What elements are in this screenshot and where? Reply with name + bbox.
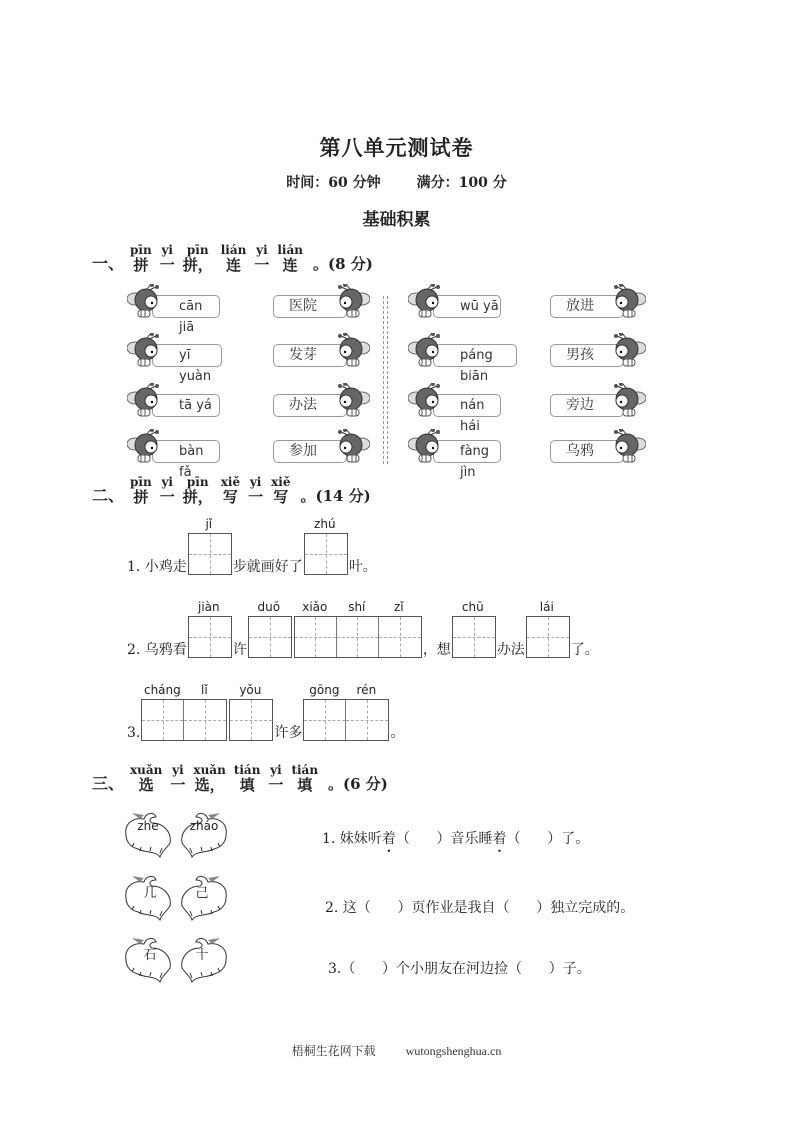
section-group-title: 基础积累 xyxy=(362,210,431,230)
exam-meta xyxy=(0,172,793,192)
ruby-word: lián 连 xyxy=(277,243,303,274)
bee-icon xyxy=(608,333,646,367)
hanzi-card[interactable]: 医院 xyxy=(273,295,347,318)
writing-grid[interactable]: zhú xyxy=(304,517,348,575)
ruby-word: xuǎn 选， xyxy=(193,763,226,794)
pinyin-card[interactable]: cān jiā xyxy=(152,295,220,318)
ruby-word: xiě 写 xyxy=(271,475,291,506)
hanzi-card[interactable]: 乌鸦 xyxy=(550,440,624,463)
section-2-heading xyxy=(92,476,371,506)
bee-icon xyxy=(408,284,446,318)
pinyin-card[interactable]: tā yá xyxy=(152,394,220,417)
pinyin-card[interactable]: nán hái xyxy=(433,394,501,417)
bee-icon xyxy=(332,284,370,318)
leaf-pair: zhe zháo xyxy=(122,805,230,855)
writing-grid[interactable]: jǐ xyxy=(188,517,232,575)
bee-icon xyxy=(332,333,370,367)
page-title: 第八单元测试卷 xyxy=(319,135,474,160)
pinyin-card[interactable]: yī yuàn xyxy=(152,344,222,367)
ruby-word: xuǎn 选 xyxy=(130,763,163,794)
bee-icon xyxy=(608,429,646,463)
ruby-word: pīn 拼 xyxy=(130,475,152,506)
ruby-word: pīn 拼， xyxy=(182,475,213,506)
writing-grid[interactable]: lái xyxy=(526,600,570,658)
section-points: 。(14 分) xyxy=(300,487,371,505)
section-1-heading xyxy=(92,244,373,274)
ruby-word: yi 一 xyxy=(248,475,264,506)
ruby-word: yi 一 xyxy=(254,243,270,274)
section-3-heading xyxy=(92,764,388,794)
section-number: 二、 xyxy=(92,486,125,505)
bee-icon xyxy=(127,429,165,463)
hanzi-card[interactable]: 放进 xyxy=(550,295,624,318)
ruby-word: yi 一 xyxy=(159,243,175,274)
writing-grid[interactable]: cháng lǐ xyxy=(141,683,227,741)
ruby-word: tián 填 xyxy=(233,763,261,794)
time-limit: 时间：60 分钟 xyxy=(286,175,381,191)
writing-grid[interactable]: gōng rén xyxy=(303,683,389,741)
question-3-1: 1. 妹妹听着（ ）音乐睡着（ ）了。 xyxy=(322,831,590,847)
pinyin-card[interactable]: bàn fǎ xyxy=(152,440,220,463)
question-3-2: 2. 这（ ）页作业是我自（ ）独立完成的。 xyxy=(325,900,635,916)
bee-icon xyxy=(127,333,165,367)
footer-site-url[interactable]: wutongshenghua.cn xyxy=(405,1044,502,1058)
ruby-word: xiě 写 xyxy=(220,475,241,506)
pinyin-card[interactable]: wū yā xyxy=(433,295,501,318)
pinyin-card[interactable]: páng biān xyxy=(433,344,517,367)
question-3-3: 3.（ ）个小朋友在河边捡（ ）子。 xyxy=(328,961,591,977)
hanzi-card[interactable]: 男孩 xyxy=(550,344,624,367)
section-points: 。(6 分) xyxy=(328,775,388,793)
ruby-word: tián 填 xyxy=(291,763,319,794)
ruby-word: pīn 拼 xyxy=(130,243,152,274)
writing-grid[interactable]: jiàn xyxy=(188,600,232,658)
bee-icon xyxy=(127,284,165,318)
ruby-word: lián 连 xyxy=(220,243,247,274)
bee-icon xyxy=(127,383,165,417)
bee-icon xyxy=(408,429,446,463)
writing-grid[interactable]: duō xyxy=(248,600,292,658)
leaf-pair: 石 十 xyxy=(122,930,230,980)
bee-icon xyxy=(408,333,446,367)
bee-icon xyxy=(608,383,646,417)
bee-icon xyxy=(608,284,646,318)
bee-icon xyxy=(332,383,370,417)
section-number: 三、 xyxy=(92,774,125,793)
section-number: 一、 xyxy=(92,254,125,273)
ruby-word: yi 一 xyxy=(170,763,186,794)
footer xyxy=(0,1042,793,1059)
footer-site-name: 梧桐生花网下载 xyxy=(291,1044,376,1058)
question-2-1: 1. 小鸡走 jǐ 步就画好了 zhú 叶。 xyxy=(127,517,377,575)
hanzi-card[interactable]: 旁边 xyxy=(550,394,624,417)
ruby-word: yi 一 xyxy=(268,763,284,794)
writing-grid[interactable]: xiǎo shí zǐ xyxy=(294,600,422,658)
column-divider xyxy=(383,296,388,464)
ruby-word: yi 一 xyxy=(159,475,175,506)
pinyin-card[interactable]: fàng jìn xyxy=(433,440,501,463)
bee-icon xyxy=(332,429,370,463)
hanzi-card[interactable]: 参加 xyxy=(273,440,347,463)
section-points: 。(8 分) xyxy=(313,255,373,273)
total-score: 满分：100 分 xyxy=(416,175,507,191)
writing-grid[interactable]: yǒu xyxy=(229,683,273,741)
leaf-pair: 几 己 xyxy=(122,868,230,918)
writing-grid[interactable]: chū xyxy=(452,600,496,658)
hanzi-card[interactable]: 办法 xyxy=(273,394,347,417)
question-2-2: 2. 乌鸦看 jiàn 许 duō xiǎo shí zǐ ，想 chū 办法 lái 了。 xyxy=(127,600,599,658)
hanzi-card[interactable]: 发芽 xyxy=(273,344,347,367)
ruby-word: pīn 拼， xyxy=(182,243,213,274)
bee-icon xyxy=(408,383,446,417)
question-2-3: 3. cháng lǐ yǒu 许多 gōng rén 。 xyxy=(127,683,405,741)
